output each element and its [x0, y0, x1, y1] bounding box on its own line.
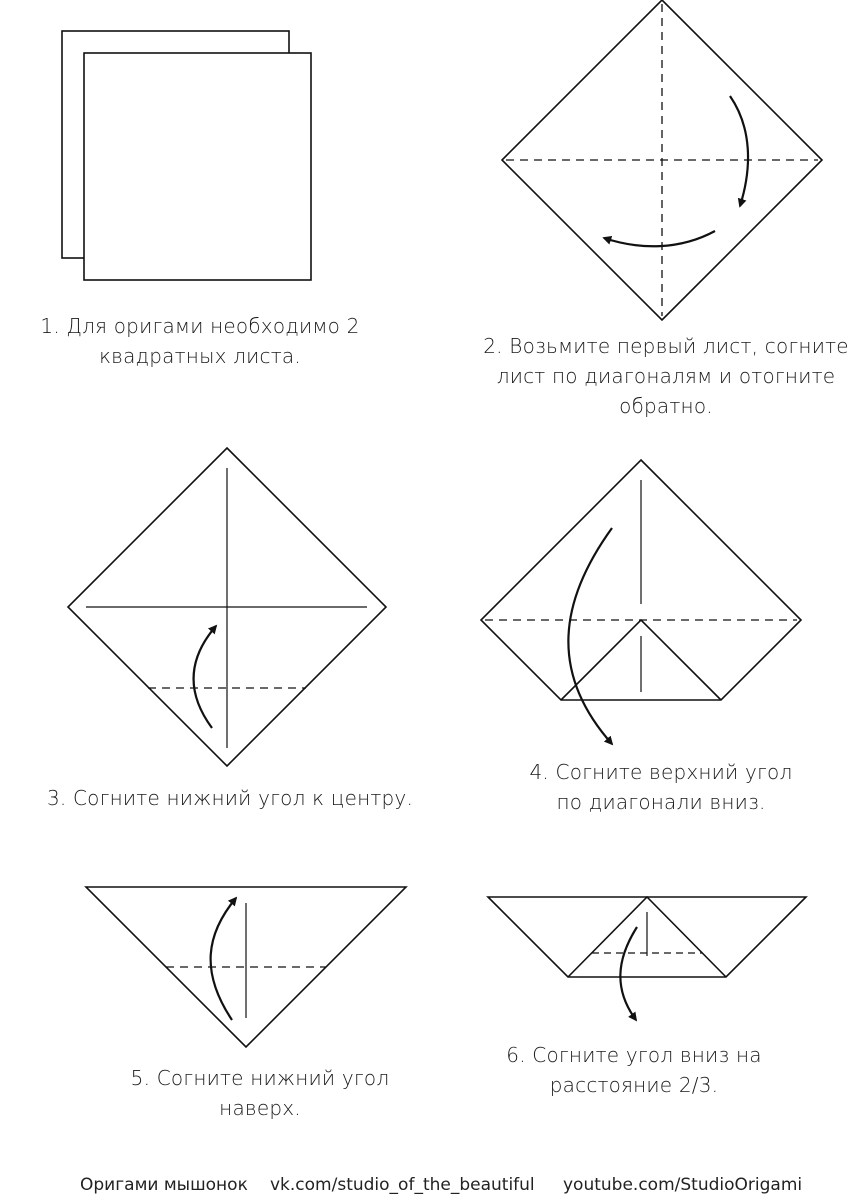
step-6-line-1: 6. Согните угол вниз на	[506, 1043, 762, 1067]
step-5-line-1: 5. Согните нижний угол	[130, 1066, 390, 1090]
step-4-line-1: 4. Согните верхний угол	[529, 760, 793, 784]
step-1-figure	[62, 31, 311, 280]
step-3-line-1: 3. Согните нижний угол к центру.	[46, 786, 414, 810]
front-square	[84, 53, 311, 280]
step-4-figure	[481, 460, 801, 744]
step-6-caption	[484, 1040, 784, 1100]
step-2-line-2: лист по диагоналям и отогните	[496, 364, 836, 388]
footer-vk-link[interactable]: vk.com/studio_of_the_beautiful	[270, 1175, 535, 1195]
footer-title: Оригами мышонок	[80, 1175, 248, 1195]
step-2-line-1: 2. Возьмите первый лист, согните	[483, 334, 849, 358]
step-5-figure	[86, 887, 406, 1047]
step-6-line-2: расстояние 2/3.	[549, 1073, 719, 1097]
step-3-caption	[30, 783, 430, 813]
step-1-line-1: 1. Для оригами необходимо 2	[40, 314, 360, 338]
step-3-figure	[68, 448, 386, 766]
step-5-line-2: наверх.	[219, 1096, 301, 1120]
step-2-line-3: обратно.	[619, 394, 713, 418]
step-5-caption	[100, 1063, 420, 1123]
step-4-caption	[500, 757, 822, 817]
footer-youtube-link[interactable]: youtube.com/StudioOrigami	[563, 1175, 803, 1195]
step-1-caption	[30, 311, 370, 371]
step-2-figure	[502, 0, 822, 320]
step-2-caption	[478, 331, 854, 421]
step-4-line-2: по диагонали вниз.	[556, 790, 766, 814]
step-1-line-2: квадратных листа.	[99, 344, 301, 368]
step-6-figure	[488, 897, 806, 1020]
